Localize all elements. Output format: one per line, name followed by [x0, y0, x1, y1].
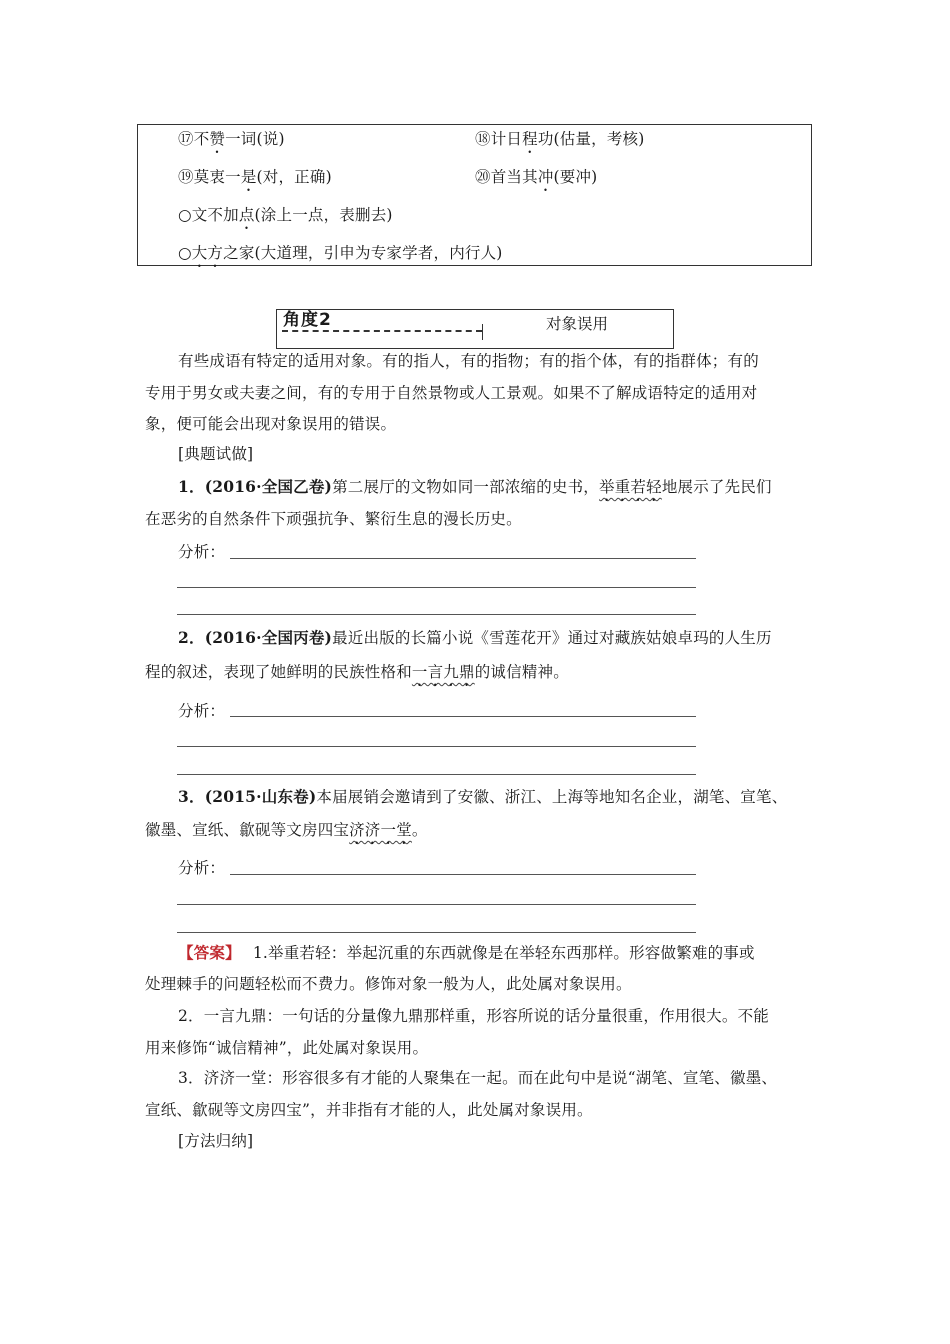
section-label-divider	[482, 324, 483, 340]
question-number: 2．	[178, 628, 205, 647]
analysis-label: 分析：	[178, 859, 226, 877]
question-idiom: 举重若轻	[599, 478, 662, 496]
section-label-underline	[282, 330, 482, 332]
answer-tag: 【答案】	[178, 943, 241, 962]
question-idiom: 济济一堂	[349, 821, 412, 839]
question-source: (2016·全国丙卷)	[204, 628, 333, 647]
vocab-item-22: ○大方之家(大道理，引申为专家学者，内行人)	[178, 244, 503, 262]
section-title: 对象误用	[546, 315, 609, 333]
item-number: ○	[178, 244, 192, 262]
question-idiom: 一言九鼎	[411, 663, 475, 681]
vocab-item-20: ⑳首当其冲(要冲)	[475, 168, 598, 186]
answer-line: 2．一言九鼎：一句话的分量像九鼎那样重，形容所说的话分量很重，作用很大。不能	[178, 1007, 769, 1025]
answer-blank[interactable]	[177, 614, 696, 615]
intro-line: 有些成语有特定的适用对象。有的指人，有的指物；有的指个体，有的指群体；有的	[178, 352, 759, 370]
question-number: 1．	[178, 477, 205, 496]
analysis-label: 分析：	[178, 702, 226, 720]
answer-blank[interactable]	[230, 558, 696, 559]
answer-blank[interactable]	[177, 904, 696, 905]
method-label: [方法归纳]	[178, 1132, 254, 1150]
emphasized-char: 程	[522, 130, 538, 148]
emphasized-char: 大方	[191, 244, 224, 262]
answer-line: 处理棘手的问题轻松而不费力。修饰对象一般为人，此处属对象误用。	[145, 975, 632, 993]
vocab-item-21: ○文不加点(涂上一点，表删去)	[178, 206, 393, 224]
practice-label: [典题试做]	[178, 445, 254, 463]
intro-line: 专用于男女或夫妻之间，有的专用于自然景物或人工景观。如果不了解成语特定的适用对	[145, 384, 758, 402]
answer-line: 宣纸、歙砚等文房四宝”，并非指有才能的人，此处属对象误用。	[145, 1101, 593, 1119]
question-source: (2016·全国乙卷)	[204, 477, 333, 496]
section-label: 角度2	[283, 310, 332, 330]
question-1-line-2: 在恶劣的自然条件下顽强抗争、繁衍生息的漫长历史。	[145, 510, 522, 528]
intro-line: 象，便可能会出现对象误用的错误。	[145, 415, 397, 433]
analysis-label: 分析：	[178, 543, 226, 561]
question-2-line-1: 2．(2016·全国丙卷)最近出版的长篇小说《雪莲花开》通过对藏族姑娘卓玛的人生历	[178, 628, 772, 647]
emphasized-char: 冲	[537, 168, 554, 186]
vocab-item-19: ⑲莫衷一是(对，正确)	[178, 168, 332, 186]
answer-line: 3．济济一堂：形容很多有才能的人聚集在一起。而在此句中是说“湖笔、宣笔、徽墨、	[178, 1069, 778, 1087]
question-source: (2015·山东卷)	[204, 787, 317, 806]
question-2-line-2: 程的叙述，表现了她鲜明的民族性格和一言九鼎的诚信精神。	[145, 663, 569, 681]
answer-blank[interactable]	[177, 746, 696, 747]
answer-blank[interactable]	[177, 587, 696, 588]
item-number: ○	[178, 206, 192, 224]
vocab-item-17: ⑰不赞一词(说)	[178, 130, 285, 148]
item-number: ⑰	[178, 130, 194, 148]
item-number: ⑲	[178, 168, 194, 186]
emphasized-char: 是	[240, 168, 257, 186]
answer-line-1: 【答案】 1.举重若轻：举起沉重的东西就像是在举轻东西那样。形容做繁难的事或	[178, 943, 755, 962]
answer-blank[interactable]	[177, 774, 696, 775]
answer-line: 用来修饰“诚信精神”，此处属对象误用。	[145, 1039, 429, 1057]
item-number: ⑳	[475, 168, 491, 186]
answer-blank[interactable]	[230, 716, 696, 717]
answer-blank[interactable]	[230, 874, 696, 875]
section-heading-box	[276, 309, 674, 349]
emphasized-char: 点	[238, 206, 255, 224]
emphasized-char: 赞	[209, 130, 226, 148]
question-3-line-1: 3．(2015·山东卷)本届展销会邀请到了安徽、浙江、上海等地知名企业，湖笔、宣笔、	[178, 787, 788, 806]
question-1-line-1: 1．(2016·全国乙卷)第二展厅的文物如同一部浓缩的史书，举重若轻地展示了先民们	[178, 477, 772, 496]
question-3-line-2: 徽墨、宣纸、歙砚等文房四宝济济一堂。	[145, 821, 428, 839]
item-number: ⑱	[475, 130, 491, 148]
question-number: 3．	[178, 787, 205, 806]
answer-blank[interactable]	[177, 932, 696, 933]
vocab-item-18: ⑱计日程功(估量，考核)	[475, 130, 645, 148]
